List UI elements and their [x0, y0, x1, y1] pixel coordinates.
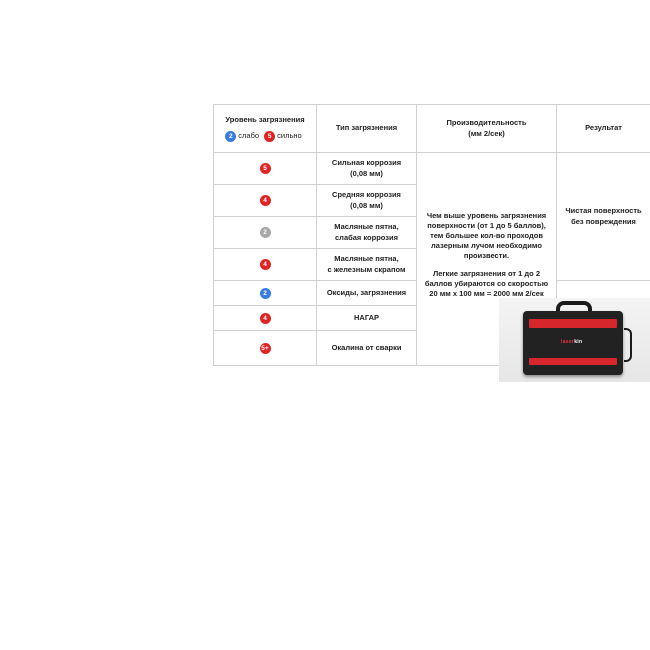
level-badge: 5+ [261, 344, 269, 352]
result-cell: Чистая поверхность без повреждения [557, 153, 650, 281]
legend-weak-badge: 2 [225, 131, 236, 142]
case-logo: laserkin [561, 339, 583, 345]
level-badge: 4 [260, 259, 271, 270]
level-badge: 4 [260, 195, 271, 206]
performance-text-2: Легкие загрязнения от 1 до 2 баллов убираются со скоростью 20 мм х 100 мм = 2000 мм 2/сек [424, 269, 549, 299]
table-row [214, 153, 650, 185]
case-red-stripe-bottom [529, 358, 617, 365]
laser-device-case-image [499, 298, 650, 382]
case-body [523, 311, 623, 375]
severity-legend [218, 131, 312, 142]
legend-weak-label: слабо [238, 131, 260, 140]
pollution-type: Окалина от сварки [317, 331, 417, 366]
header-level-label: Уровень загрязнения [225, 115, 305, 125]
pollution-type: НАГАР [317, 306, 417, 331]
header-performance [417, 105, 557, 153]
case-red-stripe-top [529, 319, 617, 328]
pollution-type: Оксиды, загрязнения [317, 281, 417, 306]
legend-strong-label: сильно [277, 131, 302, 140]
pollution-type: Масляные пятна, с железным скрапом [317, 249, 417, 281]
header-performance-label: Производительность (мм 2/сек) [446, 118, 527, 138]
level-badge: 4 [260, 313, 271, 324]
legend-strong-badge: 5 [264, 131, 275, 142]
pollution-type: Средняя коррозия (0,08 мм) [317, 185, 417, 217]
pollution-type: Сильная коррозия (0,08 мм) [317, 153, 417, 185]
case-side-handle [624, 328, 632, 362]
header-type: Тип загрязнения [317, 105, 417, 153]
level-badge: 2 [260, 227, 271, 238]
performance-text-1: Чем выше уровень загрязнения поверхности (от 1 до 5 баллов), тем большее кол-во проходов лазерным лучом необходимо произвести. [426, 210, 547, 260]
header-result: Результат [557, 105, 650, 153]
table-header-row [214, 105, 650, 153]
header-level [214, 105, 317, 153]
pollution-type: Масляные пятна, слабая коррозия [317, 217, 417, 249]
level-badge: 2 [260, 288, 271, 299]
level-badge: 5 [260, 163, 271, 174]
